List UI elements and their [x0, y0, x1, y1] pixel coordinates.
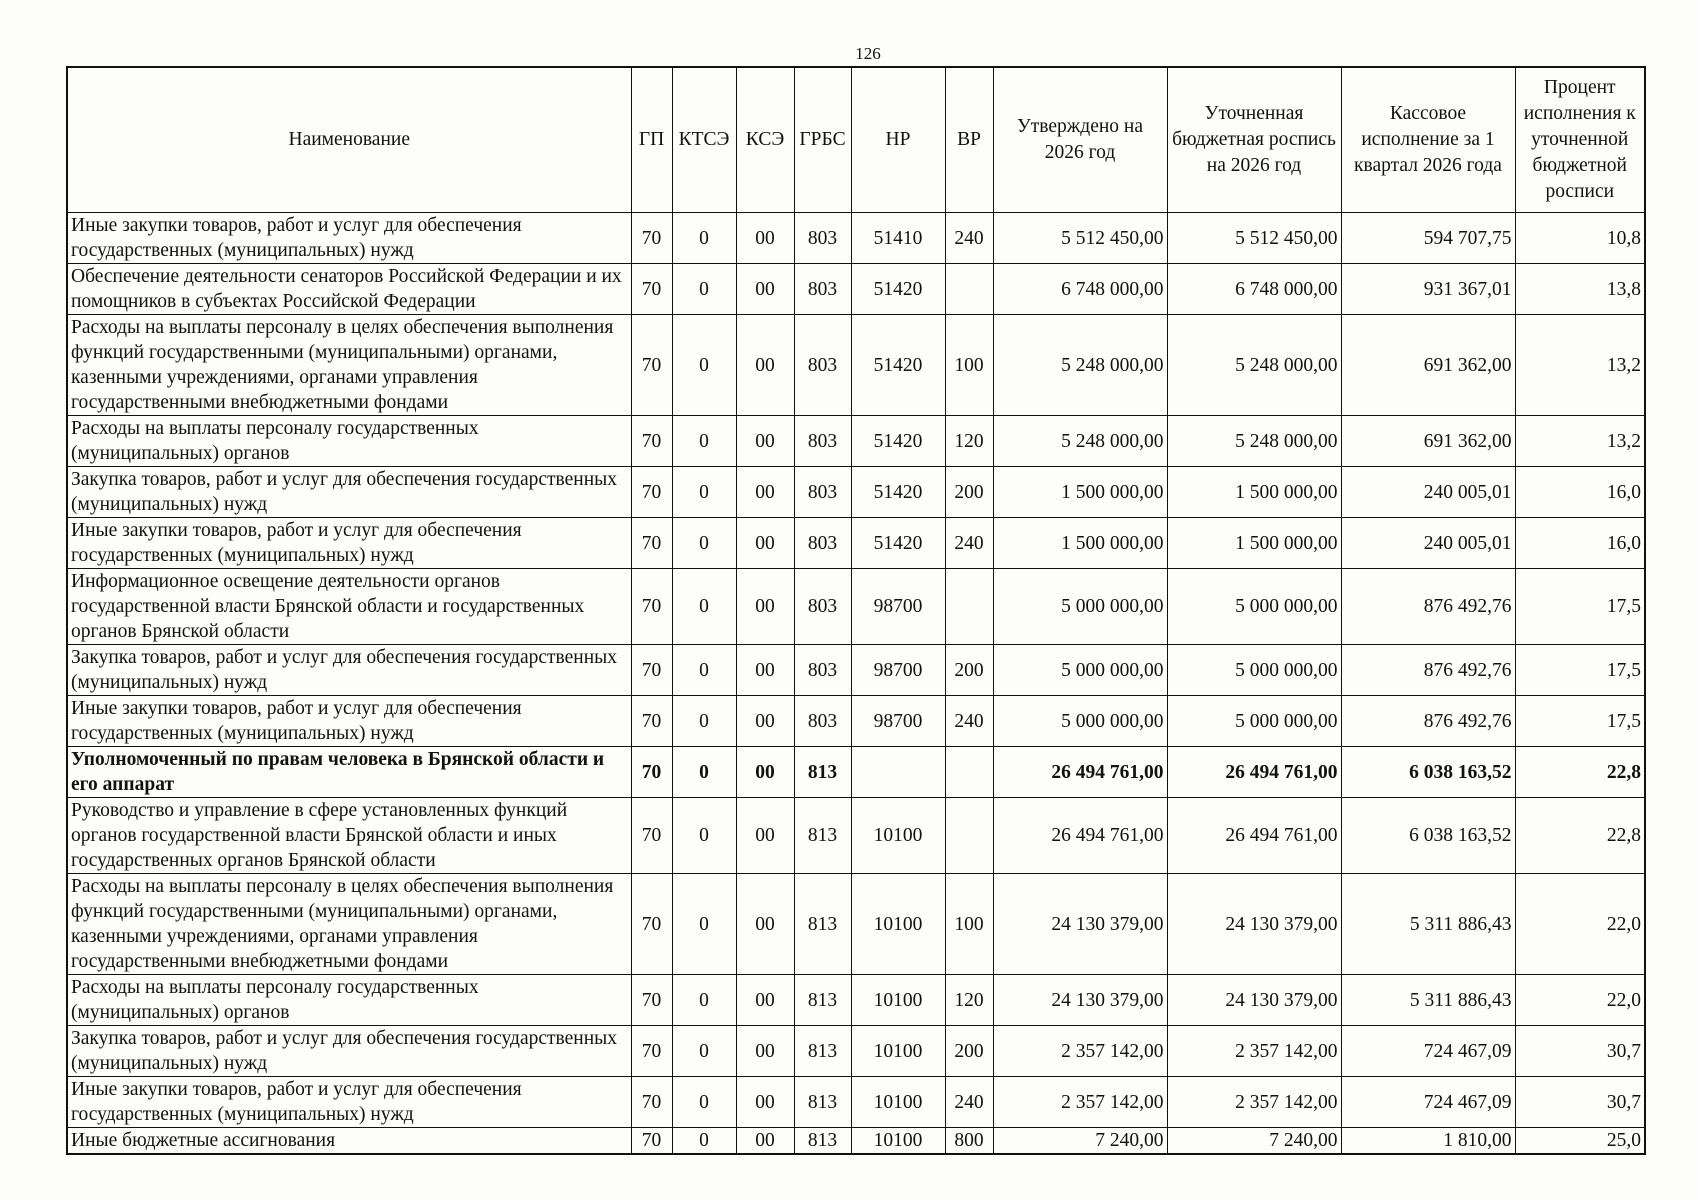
cell-name: Закупка товаров, работ и услуг для обеспечения государственных (муниципальных) нужд: [67, 1026, 631, 1077]
cell-vr: 200: [945, 1026, 993, 1077]
cell-kse: 00: [736, 518, 794, 569]
cell-ktse: 0: [672, 874, 736, 975]
cell-ktse: 0: [672, 798, 736, 874]
cell-ktse: 0: [672, 264, 736, 315]
cell-vr: 240: [945, 696, 993, 747]
cell-ktse: 0: [672, 975, 736, 1026]
cell-nr: 51420: [851, 264, 945, 315]
table-row: [67, 696, 1645, 747]
cell-percent: 16,0: [1515, 467, 1645, 518]
cell-cash: 6 038 163,52: [1341, 747, 1515, 798]
table-row: [67, 518, 1645, 569]
cell-percent: 30,7: [1515, 1077, 1645, 1128]
cell-refined: 2 357 142,00: [1167, 1077, 1341, 1128]
cell-gp: 70: [631, 696, 672, 747]
cell-cash: 240 005,01: [1341, 518, 1515, 569]
cell-gp: 70: [631, 1077, 672, 1128]
cell-ktse: 0: [672, 1128, 736, 1155]
cell-name: Иные бюджетные ассигнования: [67, 1128, 631, 1155]
cell-cash: 876 492,76: [1341, 645, 1515, 696]
cell-name: Руководство и управление в сфере установленных функций органов государственной власти Брянской области и иных государственных органов Брянской области: [67, 798, 631, 874]
cell-refined: 5 248 000,00: [1167, 315, 1341, 416]
cell-grbs: 803: [794, 645, 851, 696]
cell-name: Обеспечение деятельности сенаторов Российской Федерации и их помощников в субъектах Российской Федерации: [67, 264, 631, 315]
cell-cash: 6 038 163,52: [1341, 798, 1515, 874]
cell-cash: 594 707,75: [1341, 213, 1515, 264]
table-row: [67, 747, 1645, 798]
cell-grbs: 813: [794, 1077, 851, 1128]
cell-gp: 70: [631, 874, 672, 975]
cell-nr: 10100: [851, 1077, 945, 1128]
cell-vr: 240: [945, 518, 993, 569]
cell-percent: 13,2: [1515, 315, 1645, 416]
cell-name: Расходы на выплаты персоналу в целях обеспечения выполнения функций государственными (муниципальными) органами, казенными учреждениями, органами управления государственными внебюджетными фондами: [67, 874, 631, 975]
cell-refined: 1 500 000,00: [1167, 518, 1341, 569]
cell-ktse: 0: [672, 645, 736, 696]
cell-ktse: 0: [672, 747, 736, 798]
cell-approved: 5 000 000,00: [993, 569, 1167, 645]
cell-refined: 5 248 000,00: [1167, 416, 1341, 467]
cell-nr: 51420: [851, 315, 945, 416]
cell-cash: 5 311 886,43: [1341, 975, 1515, 1026]
cell-grbs: 813: [794, 1026, 851, 1077]
cell-nr: 51420: [851, 518, 945, 569]
cell-grbs: 813: [794, 798, 851, 874]
table-row: [67, 416, 1645, 467]
cell-ktse: 0: [672, 213, 736, 264]
cell-kse: 00: [736, 1026, 794, 1077]
cell-vr: 240: [945, 213, 993, 264]
cell-refined: 5 000 000,00: [1167, 645, 1341, 696]
cell-kse: 00: [736, 315, 794, 416]
cell-percent: 10,8: [1515, 213, 1645, 264]
cell-grbs: 803: [794, 213, 851, 264]
cell-nr: 10100: [851, 975, 945, 1026]
budget-table: [66, 66, 1646, 1155]
cell-name: Расходы на выплаты персоналу государственных (муниципальных) органов: [67, 416, 631, 467]
cell-kse: 00: [736, 975, 794, 1026]
cell-nr: 10100: [851, 874, 945, 975]
cell-grbs: 803: [794, 518, 851, 569]
cell-nr: [851, 747, 945, 798]
cell-percent: 16,0: [1515, 518, 1645, 569]
cell-vr: 200: [945, 467, 993, 518]
table-row: [67, 1077, 1645, 1128]
header-refined: Уточненная бюджетная роспись на 2026 год: [1167, 67, 1341, 213]
cell-nr: 51420: [851, 416, 945, 467]
cell-kse: 00: [736, 213, 794, 264]
cell-vr: 120: [945, 416, 993, 467]
cell-refined: 1 500 000,00: [1167, 467, 1341, 518]
cell-cash: 724 467,09: [1341, 1077, 1515, 1128]
cell-name: Расходы на выплаты персоналу государственных (муниципальных) органов: [67, 975, 631, 1026]
cell-vr: [945, 798, 993, 874]
cell-kse: 00: [736, 416, 794, 467]
table-row: [67, 467, 1645, 518]
cell-gp: 70: [631, 264, 672, 315]
cell-nr: 98700: [851, 569, 945, 645]
cell-gp: 70: [631, 213, 672, 264]
cell-gp: 70: [631, 569, 672, 645]
cell-approved: 24 130 379,00: [993, 874, 1167, 975]
cell-cash: 876 492,76: [1341, 569, 1515, 645]
cell-cash: 691 362,00: [1341, 416, 1515, 467]
cell-percent: 22,8: [1515, 747, 1645, 798]
cell-nr: 10100: [851, 1026, 945, 1077]
cell-gp: 70: [631, 315, 672, 416]
cell-vr: [945, 264, 993, 315]
cell-grbs: 813: [794, 975, 851, 1026]
cell-grbs: 803: [794, 569, 851, 645]
cell-refined: 24 130 379,00: [1167, 874, 1341, 975]
cell-cash: 724 467,09: [1341, 1026, 1515, 1077]
cell-gp: 70: [631, 416, 672, 467]
cell-kse: 00: [736, 264, 794, 315]
cell-ktse: 0: [672, 569, 736, 645]
cell-cash: 931 367,01: [1341, 264, 1515, 315]
cell-cash: 691 362,00: [1341, 315, 1515, 416]
cell-refined: 26 494 761,00: [1167, 798, 1341, 874]
header-ktse: КТСЭ: [672, 67, 736, 213]
cell-approved: 1 500 000,00: [993, 518, 1167, 569]
cell-cash: 240 005,01: [1341, 467, 1515, 518]
cell-percent: 30,7: [1515, 1026, 1645, 1077]
cell-nr: 98700: [851, 696, 945, 747]
cell-ktse: 0: [672, 1077, 736, 1128]
header-name: Наименование: [67, 67, 631, 213]
header-cash: Кассовое исполнение за 1 квартал 2026 года: [1341, 67, 1515, 213]
cell-name: Иные закупки товаров, работ и услуг для обеспечения государственных (муниципальных) нужд: [67, 1077, 631, 1128]
cell-name: Иные закупки товаров, работ и услуг для обеспечения государственных (муниципальных) нужд: [67, 213, 631, 264]
cell-approved: 2 357 142,00: [993, 1026, 1167, 1077]
table-row: [67, 645, 1645, 696]
table-row: [67, 975, 1645, 1026]
cell-nr: 51420: [851, 467, 945, 518]
cell-vr: 800: [945, 1128, 993, 1155]
cell-kse: 00: [736, 798, 794, 874]
cell-vr: 240: [945, 1077, 993, 1128]
cell-approved: 5 000 000,00: [993, 696, 1167, 747]
cell-grbs: 813: [794, 1128, 851, 1155]
cell-gp: 70: [631, 747, 672, 798]
cell-vr: [945, 569, 993, 645]
cell-ktse: 0: [672, 315, 736, 416]
cell-gp: 70: [631, 798, 672, 874]
table-row: [67, 798, 1645, 874]
cell-grbs: 803: [794, 315, 851, 416]
cell-percent: 17,5: [1515, 569, 1645, 645]
cell-refined: 24 130 379,00: [1167, 975, 1341, 1026]
cell-nr: 10100: [851, 798, 945, 874]
cell-approved: 5 248 000,00: [993, 315, 1167, 416]
cell-name: Иные закупки товаров, работ и услуг для обеспечения государственных (муниципальных) нужд: [67, 518, 631, 569]
cell-vr: 100: [945, 874, 993, 975]
cell-refined: 6 748 000,00: [1167, 264, 1341, 315]
cell-refined: 2 357 142,00: [1167, 1026, 1341, 1077]
cell-nr: 98700: [851, 645, 945, 696]
cell-refined: 5 512 450,00: [1167, 213, 1341, 264]
cell-approved: 26 494 761,00: [993, 798, 1167, 874]
table-row: [67, 213, 1645, 264]
cell-gp: 70: [631, 645, 672, 696]
cell-kse: 00: [736, 467, 794, 518]
cell-grbs: 803: [794, 264, 851, 315]
page-number: 126: [855, 44, 881, 63]
cell-approved: 24 130 379,00: [993, 975, 1167, 1026]
cell-approved: 6 748 000,00: [993, 264, 1167, 315]
cell-name: Расходы на выплаты персоналу в целях обеспечения выполнения функций государственными (муниципальными) органами, казенными учреждениями, органами управления государственными внебюджетными фондами: [67, 315, 631, 416]
cell-kse: 00: [736, 874, 794, 975]
cell-gp: 70: [631, 467, 672, 518]
header-grbs: ГРБС: [794, 67, 851, 213]
cell-approved: 5 512 450,00: [993, 213, 1167, 264]
cell-grbs: 803: [794, 696, 851, 747]
cell-ktse: 0: [672, 467, 736, 518]
cell-ktse: 0: [672, 696, 736, 747]
cell-approved: 5 000 000,00: [993, 645, 1167, 696]
cell-name: Информационное освещение деятельности органов государственной власти Брянской области и государственных органов Брянской области: [67, 569, 631, 645]
cell-vr: 120: [945, 975, 993, 1026]
cell-name: Закупка товаров, работ и услуг для обеспечения государственных (муниципальных) нужд: [67, 467, 631, 518]
cell-kse: 00: [736, 1077, 794, 1128]
cell-approved: 5 248 000,00: [993, 416, 1167, 467]
table-row: [67, 569, 1645, 645]
cell-vr: [945, 747, 993, 798]
cell-gp: 70: [631, 1026, 672, 1077]
cell-name: Иные закупки товаров, работ и услуг для обеспечения государственных (муниципальных) нужд: [67, 696, 631, 747]
header-gp: ГП: [631, 67, 672, 213]
table-row: [67, 1128, 1645, 1155]
cell-approved: 26 494 761,00: [993, 747, 1167, 798]
cell-ktse: 0: [672, 518, 736, 569]
cell-kse: 00: [736, 747, 794, 798]
cell-percent: 17,5: [1515, 645, 1645, 696]
cell-cash: 5 311 886,43: [1341, 874, 1515, 975]
cell-ktse: 0: [672, 416, 736, 467]
cell-kse: 00: [736, 696, 794, 747]
table-row: [67, 874, 1645, 975]
cell-percent: 13,2: [1515, 416, 1645, 467]
cell-refined: 5 000 000,00: [1167, 696, 1341, 747]
cell-vr: 100: [945, 315, 993, 416]
cell-refined: 26 494 761,00: [1167, 747, 1341, 798]
cell-kse: 00: [736, 1128, 794, 1155]
cell-grbs: 813: [794, 747, 851, 798]
cell-grbs: 803: [794, 467, 851, 518]
cell-gp: 70: [631, 975, 672, 1026]
cell-gp: 70: [631, 1128, 672, 1155]
cell-grbs: 813: [794, 874, 851, 975]
cell-cash: 1 810,00: [1341, 1128, 1515, 1155]
cell-percent: 22,0: [1515, 874, 1645, 975]
cell-cash: 876 492,76: [1341, 696, 1515, 747]
header-nr: НР: [851, 67, 945, 213]
cell-grbs: 803: [794, 416, 851, 467]
cell-name: Закупка товаров, работ и услуг для обеспечения государственных (муниципальных) нужд: [67, 645, 631, 696]
cell-kse: 00: [736, 645, 794, 696]
table-row: [67, 1026, 1645, 1077]
cell-percent: 25,0: [1515, 1128, 1645, 1155]
table-row: [67, 315, 1645, 416]
cell-percent: 22,0: [1515, 975, 1645, 1026]
header-percent: Процент исполнения к уточненной бюджетной росписи: [1515, 67, 1645, 213]
cell-vr: 200: [945, 645, 993, 696]
table-row: [67, 264, 1645, 315]
header-vr: ВР: [945, 67, 993, 213]
cell-ktse: 0: [672, 1026, 736, 1077]
cell-percent: 17,5: [1515, 696, 1645, 747]
cell-name: Уполномоченный по правам человека в Брянской области и его аппарат: [67, 747, 631, 798]
cell-approved: 7 240,00: [993, 1128, 1167, 1155]
cell-gp: 70: [631, 518, 672, 569]
header-approved: Утверждено на 2026 год: [993, 67, 1167, 213]
header-kse: КСЭ: [736, 67, 794, 213]
cell-approved: 1 500 000,00: [993, 467, 1167, 518]
cell-percent: 22,8: [1515, 798, 1645, 874]
cell-nr: 10100: [851, 1128, 945, 1155]
cell-approved: 2 357 142,00: [993, 1077, 1167, 1128]
header-row: [67, 67, 1645, 213]
cell-refined: 5 000 000,00: [1167, 569, 1341, 645]
cell-kse: 00: [736, 569, 794, 645]
cell-refined: 7 240,00: [1167, 1128, 1341, 1155]
cell-percent: 13,8: [1515, 264, 1645, 315]
cell-nr: 51410: [851, 213, 945, 264]
